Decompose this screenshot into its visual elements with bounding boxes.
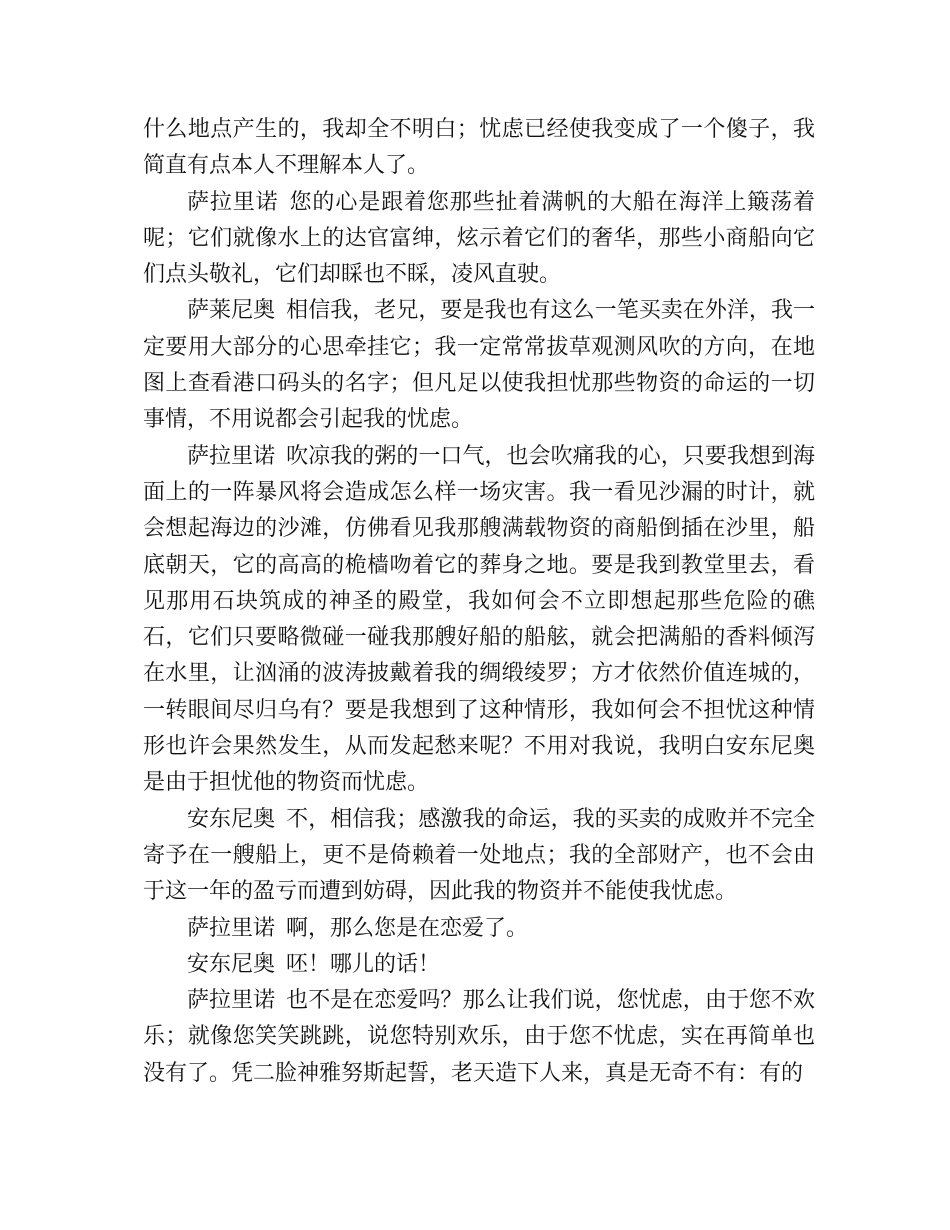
speaker-name: 萨拉里诺: [187, 988, 276, 1014]
dialogue-text: 不，相信我；感激我的命运，我的买卖的成败并不完全寄予在一艘船上，更不是倚赖着一处地点；我的全部财产，也不会由于这一年的盈亏而遭到妨碍，因此我的物资并不能使我忧虑。: [143, 806, 815, 905]
dialogue-paragraph: [143, 911, 815, 947]
dialogue-paragraph: [143, 439, 815, 802]
speaker-name: 萨拉里诺: [187, 443, 276, 469]
dialogue-text: 啊，那么您是在恋爱了。: [286, 915, 529, 941]
speaker-name: 萨拉里诺: [187, 189, 279, 215]
paragraph-text: 什么地点产生的，我却全不明白；忧虑已经使我变成了一个傻子，我简直有点本人不理解本人了。: [143, 117, 815, 179]
speaker-name: 安东尼奥: [187, 806, 276, 832]
speaker-name: 安东尼奥: [187, 951, 276, 977]
dialogue-paragraph: [143, 185, 815, 294]
dialogue-text: 吹凉我的粥的一口气，也会吹痛我的心，只要我想到海面上的一阵暴风将会造成怎么样一场灾害。我一看见沙漏的时计，就会想起海边的沙滩，仿佛看见我那艘满载物资的商船倒插在沙里，船底朝天，它的高高的桅樯吻着它的葬身之地。要是我到教堂里去，看见那用石块筑成的神圣的殿堂，我如何会不立即想起那些危险的礁石，它们只要略微碰一碰我那艘好船的船舷，就会把满船的香料倾泻在水里，让汹涌的波涛披戴着我的绸缎绫罗；方才依然价值连城的，一转眼间尽归乌有？要是我想到了这种情形，我如何会不担忧这种情形也许会果然发生，从而发起愁来呢？不用对我说，我明白安东尼奥是由于担忧他的物资而忧虑。: [143, 443, 815, 796]
dialogue-paragraph: [143, 802, 815, 911]
dialogue-paragraph: [143, 947, 815, 983]
dialogue-text: 也不是在恋爱吗？那么让我们说，您忧虑，由于您不欢乐；就像您笑笑跳跳，说您特别欢乐，由于您不忧虑，实在再简单也没有了。凭二脸神雅努斯起誓，老天造下人来，真是无奇不有：有的: [143, 988, 815, 1086]
speaker-name: 萨莱尼奥: [187, 298, 276, 324]
dialogue-text: 呸！哪儿的话！: [286, 951, 441, 977]
dialogue-text: 相信我，老兄，要是我也有这么一笔买卖在外洋，我一定要用大部分的心思牵挂它；我一定常常拔草观测风吹的方向，在地图上查看港口码头的名字；但凡足以使我担忧那些物资的命运的一切事情，不用说都会引起我的忧虑。: [143, 298, 815, 433]
dialogue-paragraph: [143, 983, 815, 1092]
paragraph-continuation: [143, 112, 815, 185]
dialogue-paragraph: [143, 293, 815, 438]
speaker-name: 萨拉里诺: [187, 915, 276, 941]
script-text: [143, 112, 815, 1092]
dialogue-text: 您的心是跟着您那些扯着满帆的大船在海洋上簸荡着呢；它们就像水上的达官富绅，炫示着它们的奢华，那些小商船向它们点头敬礼，它们却睬也不睬，凌风直驶。: [143, 189, 815, 288]
